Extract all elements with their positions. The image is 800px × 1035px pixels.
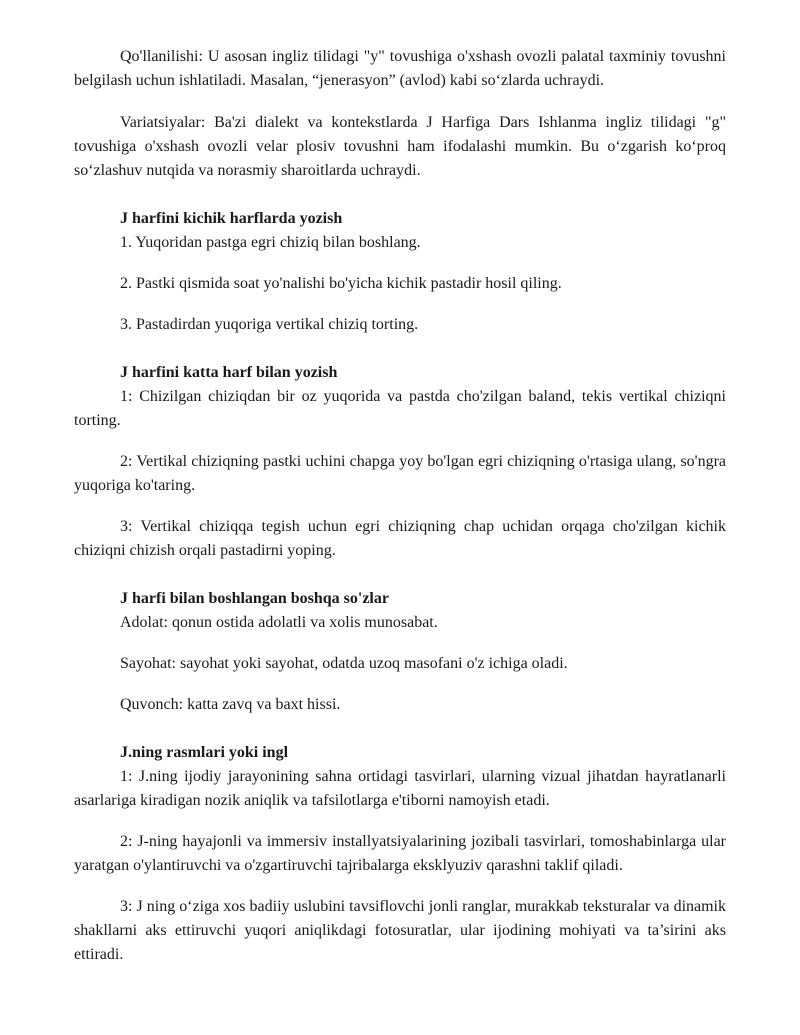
usage-paragraph: Qo'llanilishi: U asosan ingliz tilidagi "y" tovushiga o'xshash ovozli palatal taxminiy tovushni belgilash uchun ishlatiladi. Masalan, “jenerasyon” (avlod) kabi so‘zlarda uchraydi. (74, 48, 726, 89)
document-page (74, 45, 726, 967)
lowercase-step-2: 2. Pastki qismida soat yo'nalishi bo'yicha kichik pastadir hosil qiling. (120, 275, 562, 292)
uppercase-step-2: 2: Vertikal chiziqning pastki uchini chapga yoy bo'lgan egri chiziqning o'rtasiga ulang, so'ngra yuqoriga ko'taring. (74, 453, 726, 494)
words-heading: J harfi bilan boshlangan boshqa so'zlar (120, 590, 389, 607)
pictures-heading: J.ning rasmlari yoki ingl (120, 744, 289, 761)
word-item-3: Quvonch: katta zavq va baxt hissi. (120, 696, 341, 713)
word-item-2: Sayohat: sayohat yoki sayohat, odatda uzoq masofani o'z ichiga oladi. (120, 655, 568, 672)
lowercase-heading: J harfini kichik harflarda yozish (120, 210, 343, 227)
picture-item-1: 1: J.ning ijodiy jarayonining sahna ortidagi tasvirlari, ularning vizual jihatdan hayratlanarli asarlariga kiradigan nozik aniqlik va tafsilotlarga e'tiborni namoyish etadi. (74, 768, 726, 809)
lowercase-step-1: 1. Yuqoridan pastga egri chiziq bilan boshlang. (120, 234, 421, 251)
variations-paragraph: Variatsiyalar: Ba'zi dialekt va kontekstlarda J Harfiga Dars Ishlanma ingliz tilidagi "g" tovushiga o'xshash ovozli velar plosiv tovushni ham ifodalashi mumkin. Bu o‘zgarish ko‘proq so‘zlashuv nutqida va norasmiy sharoitlarda uchraydi. (74, 114, 726, 179)
word-item-1: Adolat: qonun ostida adolatli va xolis munosabat. (120, 614, 438, 631)
uppercase-heading: J harfini katta harf bilan yozish (120, 364, 338, 381)
uppercase-step-3: 3: Vertikal chiziqqa tegish uchun egri chiziqning chap uchidan orqaga cho'zilgan kichik chiziqni chizish orqali pastadirni yoping. (74, 518, 726, 559)
picture-item-3: 3: J ning o‘ziga xos badiiy uslubini tavsiflovchi jonli ranglar, murakkab teksturalar va dinamik shakllarni aks ettiruvchi yuqori aniqlikdagi fotosuratlar, ular ijodining mohiyati va ta’sirini aks ettiradi. (74, 898, 726, 963)
lowercase-step-3: 3. Pastadirdan yuqoriga vertikal chiziq torting. (120, 316, 419, 333)
picture-item-2: 2: J-ning hayajonli va immersiv installyatsiyalarining jozibali tasvirlari, tomoshabinlarga ular yaratgan o'ylantiruvchi va o'zgartiruvchi tajribalarga eksklyuziv qarashni taklif qiladi. (74, 833, 726, 874)
uppercase-step-1: 1: Chizilgan chiziqdan bir oz yuqorida va pastda cho'zilgan baland, tekis vertikal chiziqni torting. (74, 388, 726, 429)
